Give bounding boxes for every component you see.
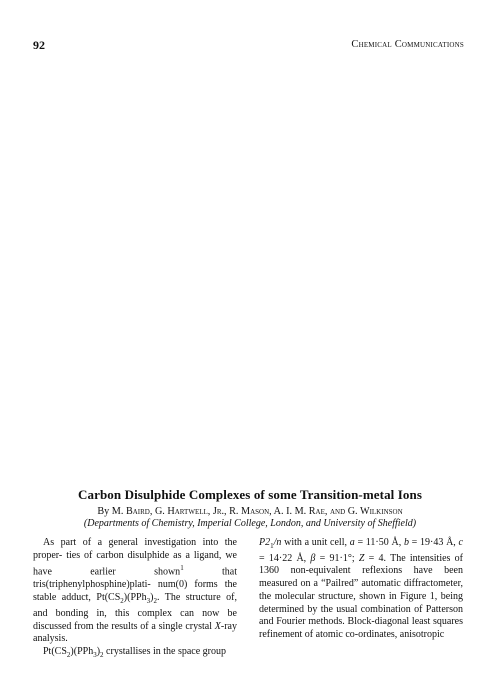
reference-mark: 1 [180,564,184,573]
page-number: 92 [33,38,45,52]
text-line: now be discussed from the results of a single [33,607,237,632]
text-line: = 91·1°; [315,552,359,564]
body-column-left [33,537,237,662]
text-line: ) [96,645,101,657]
text-line: = 11·50 Å, [354,537,404,548]
space-group: P2 [259,537,271,548]
text-line: crystal [185,620,215,632]
text-line: refinement of atomic co-ordinates, anisotropic [259,628,445,640]
text-line: The structure of, and bonding in, this complex can [33,592,237,619]
author-byline [0,506,500,517]
subscript: 1 [270,542,274,550]
article-title: Carbon Disulphide Complexes of some Transition-metal Ions [78,487,422,502]
space-group-suffix: /n [273,537,282,548]
text-line: determined by the usual combination of Patterson [259,603,463,615]
text-line: Pt(CS [43,645,67,657]
subscript: 2 [66,650,71,659]
text-line: on a “Pailred” automatic diffractometer, the [259,578,464,602]
journal-title: Chemical Communications [351,39,464,50]
text-line: -ray analysis. [33,620,237,645]
text-line: )(PPh [70,645,94,657]
paragraph-unit-cell [259,537,463,642]
text-line: ) [150,592,154,604]
text-line: . [156,592,160,604]
subscript: 3 [146,597,151,606]
subscript: 3 [93,650,97,659]
cell-param-b: b [403,537,409,548]
cell-param-a: a [349,537,355,548]
byline-by: By [97,506,110,517]
text-line: molecular structure, shown in Figure 1, being [274,590,463,602]
paragraph-intro [33,537,237,646]
affiliation: (Departments of Chemistry, Imperial College, London, and University of Sheffield) [83,518,417,529]
text-line: earlier shown [90,566,181,578]
text-line: ties of carbon disulphide as a ligand, we have [33,549,237,578]
text-line: 1360 non-equivalent reflexions have been measured [259,565,463,590]
author-list: M. Baird, G. Hartwell, Jr., R. Mason, A. I. M. Rae, and G. Wilkinson [111,506,403,517]
subscript: 2 [120,597,124,606]
cell-param-beta: β [310,552,316,564]
text-line: = 19·43 Å, [408,537,456,548]
cell-param-z: Z [358,552,365,564]
cell-param-c: c [458,537,463,548]
text-line: num(0) forms the stable adduct, Pt(CS [33,579,237,604]
body-column-right [259,537,463,642]
text-line: that tris(triphenylphosphine)plati- [33,566,238,591]
subscript: 2 [153,597,157,606]
text-line: and Fourier methods. Block-diagonal least squares [259,616,463,628]
paragraph-crystal [33,646,237,662]
italic-symbol: X [214,620,221,632]
text-line: = 14·22 Å, [259,552,311,564]
subscript: 2 [100,650,104,659]
text-line: As part of a general investigation into the proper- [33,537,237,561]
text-line: crystallises in the space group [103,645,227,657]
text-line: with a unit cell, [281,537,350,548]
text-line: )(PPh [123,592,147,604]
text-line: = 4. The intensities of [364,552,463,564]
